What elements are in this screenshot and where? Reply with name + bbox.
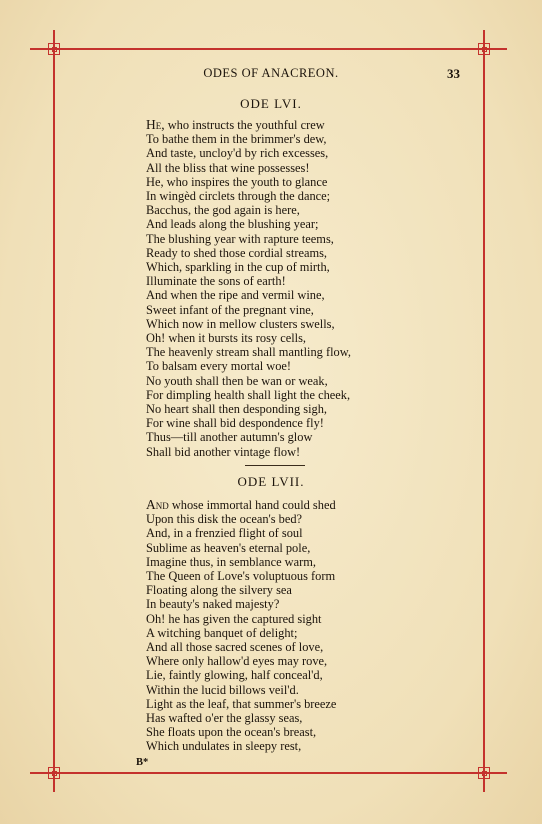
poem-line: The Queen of Love's voluptuous form	[146, 569, 336, 584]
poem-line: Thus—till another autumn's glow	[146, 430, 313, 445]
border-left-rule	[53, 30, 55, 792]
poem-line: And taste, uncloy'd by rich excesses,	[146, 146, 329, 161]
poem-line	[146, 498, 476, 512]
poem-line: Which, sparkling in the cup of mirth,	[146, 260, 330, 275]
poem-line: For dimpling health shall light the cheek,	[146, 387, 351, 402]
poem-line-text: whose immortal hand could shed	[168, 498, 336, 512]
poem-line: Where only hallow'd eyes may rove,	[146, 654, 328, 669]
poem-line: For wine shall bid despondence fly!	[146, 416, 324, 431]
corner-ornament-bottom-right	[478, 767, 490, 779]
ode-title: ODE LVI.	[240, 96, 302, 111]
poem-line: All the bliss that wine possesses!	[146, 160, 310, 175]
poem-line: Sweet infant of the pregnant vine,	[146, 302, 314, 317]
poem-line: Ready to shed those cordial streams,	[146, 245, 327, 260]
poem-line: And leads along the blushing year;	[146, 217, 319, 232]
poem-line: Which now in mellow clusters swells,	[146, 316, 335, 331]
poem-line: Within the lucid billows veil'd.	[146, 682, 299, 697]
drop-word: He,	[146, 117, 165, 132]
poem-line: She floats upon the ocean's breast,	[146, 725, 317, 740]
border-right-rule	[483, 30, 485, 792]
poem-line: And when the ripe and vermil wine,	[146, 288, 325, 303]
poem-line: A witching banquet of delight;	[146, 625, 298, 640]
running-head: ODES OF ANACREON.	[203, 66, 339, 80]
poem-line: No heart shall then desponding sigh,	[146, 402, 328, 417]
poem-line: He, who inspires the youth to glance	[146, 174, 328, 189]
poem-line: Imagine thus, in semblance warm,	[146, 554, 316, 569]
poem-line: Lie, faintly glowing, half conceal'd,	[146, 668, 323, 683]
poem-line: In beauty's naked majesty?	[146, 597, 280, 612]
poem-line: Floating along the silvery sea	[146, 583, 292, 598]
poem-line: No youth shall then be wan or weak,	[146, 373, 328, 388]
drop-word: And	[146, 497, 169, 512]
corner-ornament-bottom-left	[48, 767, 60, 779]
poem-line: The blushing year with rapture teems,	[146, 231, 334, 246]
section-divider	[245, 465, 305, 466]
poem-stanza	[146, 118, 476, 459]
poem-line: In wingèd circlets through the dance;	[146, 189, 331, 204]
poem-line-text: who instructs the youthful crew	[164, 118, 325, 132]
corner-ornament-top-left	[48, 43, 60, 55]
poem-line: Light as the leaf, that summer's breeze	[146, 696, 337, 711]
poem-line: And, in a frenzied flight of soul	[146, 526, 303, 541]
ode-title: ODE LVII.	[237, 474, 305, 489]
border-top-rule	[30, 48, 507, 50]
poem-line: Bacchus, the god again is here,	[146, 203, 300, 218]
poem-line: Oh! when it bursts its rosy cells,	[146, 331, 307, 346]
poem-line: Upon this disk the ocean's bed?	[146, 512, 303, 527]
poem-line: The heavenly stream shall mantling flow,	[146, 345, 351, 360]
poem-stanza	[146, 498, 476, 754]
poem-line: Sublime as heaven's eternal pole,	[146, 540, 311, 555]
poem-line: Illuminate the sons of earth!	[146, 274, 286, 289]
poem-line: Oh! he has given the captured sight	[146, 611, 322, 626]
poem-line	[146, 118, 476, 132]
page-number: 33	[447, 66, 460, 81]
poem-line: Shall bid another vintage flow!	[146, 444, 301, 459]
poem-line: And all those sacred scenes of love,	[146, 640, 324, 655]
corner-ornament-top-right	[478, 43, 490, 55]
border-bottom-rule	[30, 772, 507, 774]
poem-line: To bathe them in the brimmer's dew,	[146, 132, 327, 147]
poem-line: Which undulates in sleepy rest,	[146, 739, 302, 754]
poem-line: To balsam every mortal woe!	[146, 359, 292, 374]
signature-mark: B*	[136, 757, 149, 768]
poem-line: Has wafted o'er the glassy seas,	[146, 711, 303, 726]
